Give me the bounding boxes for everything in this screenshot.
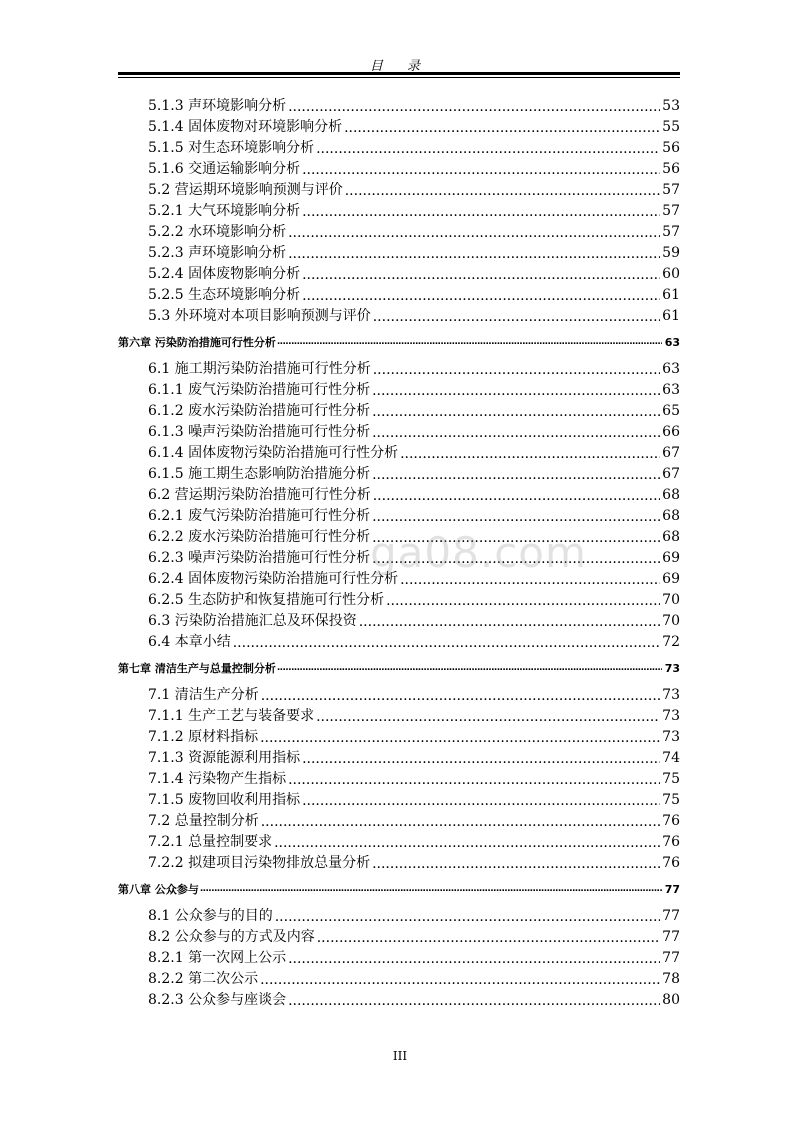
- toc-entry-label: 6.2.2 废水污染防治措施可行性分析: [148, 529, 371, 545]
- toc-entry[interactable]: [118, 422, 680, 443]
- toc-entry[interactable]: [118, 790, 680, 811]
- toc-dot-leader: [386, 590, 660, 611]
- toc-entry[interactable]: [118, 906, 680, 927]
- toc-entry-label: 6.1.1 废气污染防治措施可行性分析: [148, 382, 371, 398]
- toc-entry-page: 66: [662, 424, 680, 440]
- toc-dot-leader: [288, 222, 660, 243]
- toc-entry[interactable]: [118, 201, 680, 222]
- toc-dot-leader: [261, 811, 660, 832]
- toc-entry[interactable]: [118, 590, 680, 611]
- toc-dot-leader: [233, 632, 660, 653]
- table-of-contents: [118, 96, 680, 1011]
- toc-entry-label: 5.2.4 固体废物影响分析: [148, 266, 301, 282]
- toc-entry-page: 53: [662, 98, 680, 114]
- toc-entry-page: 57: [662, 203, 680, 219]
- toc-entry[interactable]: [118, 464, 680, 485]
- toc-entry[interactable]: [118, 380, 680, 401]
- toc-entry[interactable]: [118, 243, 680, 264]
- toc-entry-page: 69: [662, 550, 680, 566]
- toc-dot-leader: [274, 832, 660, 853]
- toc-entry-label: 8.1 公众参与的目的: [148, 908, 273, 924]
- toc-entry-label: 6.2.1 废气污染防治措施可行性分析: [148, 508, 371, 524]
- toc-entry-page: 72: [662, 634, 680, 650]
- toc-entry-label: 5.2.2 水环境影响分析: [148, 224, 287, 240]
- toc-entry[interactable]: [118, 306, 680, 327]
- toc-entry-page: 77: [662, 908, 680, 924]
- toc-entry-page: 73: [662, 729, 680, 745]
- watermark: ga08.com: [370, 528, 587, 577]
- toc-entry-page: 75: [662, 792, 680, 808]
- toc-dot-leader: [288, 96, 660, 117]
- toc-entry-label: 7.2 总量控制分析: [148, 813, 259, 829]
- toc-entry[interactable]: [118, 264, 680, 285]
- toc-dot-leader: [302, 748, 660, 769]
- toc-dot-leader: [345, 180, 660, 201]
- toc-entry-label: 7.2.2 拟建项目污染物排放总量分析: [148, 855, 371, 871]
- toc-dot-leader: [277, 655, 662, 683]
- toc-entry-page: 70: [662, 592, 680, 608]
- toc-dot-leader: [275, 906, 660, 927]
- toc-entry-label: 7.1.3 资源能源利用指标: [148, 750, 301, 766]
- toc-entry[interactable]: [118, 969, 680, 990]
- toc-entry[interactable]: [118, 359, 680, 380]
- toc-dot-leader: [372, 853, 660, 874]
- toc-dot-leader: [400, 569, 660, 590]
- toc-entry-label: 6.2.5 生态防护和恢复措施可行性分析: [148, 592, 385, 608]
- toc-dot-leader: [317, 927, 660, 948]
- toc-entry[interactable]: [118, 990, 680, 1011]
- toc-entry-page: 61: [662, 308, 680, 324]
- toc-entry-page: 56: [662, 161, 680, 177]
- toc-dot-leader: [302, 264, 660, 285]
- toc-entry-label: 8.2.3 公众参与座谈会: [148, 992, 287, 1008]
- toc-entry-label: 5.2 营运期环境影响预测与评价: [148, 182, 343, 198]
- toc-entry[interactable]: [118, 832, 680, 853]
- toc-entry-page: 76: [662, 855, 680, 871]
- toc-entry-label: 6.1.5 施工期生态影响防治措施分析: [148, 466, 371, 482]
- toc-entry[interactable]: [118, 769, 680, 790]
- toc-entry-label: 6.2.4 固体废物污染防治措施可行性分析: [148, 571, 399, 587]
- toc-dot-leader: [372, 422, 660, 443]
- toc-dot-leader: [316, 706, 660, 727]
- toc-entry-page: 73: [664, 662, 680, 675]
- toc-entry-page: 73: [662, 708, 680, 724]
- toc-entry-page: 76: [662, 834, 680, 850]
- toc-entry-label: 7.2.1 总量控制要求: [148, 834, 273, 850]
- toc-dot-leader: [260, 727, 660, 748]
- toc-entry-page: 74: [662, 750, 680, 766]
- toc-entry[interactable]: [118, 853, 680, 874]
- toc-entry[interactable]: [118, 548, 680, 569]
- toc-dot-leader: [373, 306, 660, 327]
- toc-entry[interactable]: [118, 285, 680, 306]
- toc-entry-page: 77: [662, 929, 680, 945]
- toc-entry[interactable]: [118, 632, 680, 653]
- toc-entry-label: 6.1 施工期污染防治措施可行性分析: [148, 361, 371, 377]
- toc-entry-label: 5.1.3 声环境影响分析: [148, 98, 287, 114]
- toc-entry-page: 63: [662, 382, 680, 398]
- toc-entry-label: 5.2.1 大气环境影响分析: [148, 203, 301, 219]
- toc-entry-label: 5.1.6 交通运输影响分析: [148, 161, 301, 177]
- toc-entry-label: 5.2.5 生态环境影响分析: [148, 287, 301, 303]
- toc-entry-label: 6.3 污染防治措施汇总及环保投资: [148, 613, 357, 629]
- toc-entry-page: 67: [662, 466, 680, 482]
- toc-entry[interactable]: [118, 748, 680, 769]
- toc-dot-leader: [302, 790, 660, 811]
- toc-entry-label: 8.2.1 第一次网上公示: [148, 950, 287, 966]
- toc-entry[interactable]: [118, 138, 680, 159]
- toc-dot-leader: [302, 159, 660, 180]
- toc-entry-label: 6.2 营运期污染防治措施可行性分析: [148, 487, 371, 503]
- toc-dot-leader: [302, 201, 660, 222]
- toc-entry-label: 7.1.2 原材料指标: [148, 729, 259, 745]
- toc-entry-label: 8.2 公众参与的方式及内容: [148, 929, 315, 945]
- toc-dot-leader: [372, 548, 660, 569]
- toc-dot-leader: [372, 506, 660, 527]
- toc-dot-leader: [400, 443, 660, 464]
- toc-entry[interactable]: [118, 443, 680, 464]
- toc-chapter-entry[interactable]: [118, 655, 680, 683]
- toc-dot-leader: [260, 969, 660, 990]
- toc-dot-leader: [373, 359, 660, 380]
- toc-entry-label: 8.2.2 第二次公示: [148, 971, 259, 987]
- toc-entry-page: 57: [662, 182, 680, 198]
- toc-entry-label: 5.3 外环境对本项目影响预测与评价: [148, 308, 371, 324]
- toc-entry-label: 7.1.1 生产工艺与装备要求: [148, 708, 315, 724]
- toc-entry-label: 第六章 污染防治措施可行性分析: [118, 336, 276, 349]
- toc-entry-page: 77: [664, 883, 680, 896]
- toc-dot-leader: [372, 527, 660, 548]
- toc-entry-page: 63: [664, 336, 680, 349]
- toc-entry-page: 80: [662, 992, 680, 1008]
- toc-entry[interactable]: [118, 948, 680, 969]
- toc-dot-leader: [302, 285, 660, 306]
- toc-entry[interactable]: [118, 927, 680, 948]
- toc-entry-label: 第八章 公众参与: [118, 883, 199, 896]
- toc-dot-leader: [373, 485, 660, 506]
- toc-dot-leader: [200, 876, 662, 904]
- toc-dot-leader: [316, 138, 660, 159]
- toc-entry-page: 68: [662, 487, 680, 503]
- toc-entry[interactable]: [118, 506, 680, 527]
- toc-entry-label: 5.1.4 固体废物对环境影响分析: [148, 119, 343, 135]
- toc-entry-label: 6.1.3 噪声污染防治措施可行性分析: [148, 424, 371, 440]
- toc-chapter-entry[interactable]: [118, 329, 680, 357]
- toc-dot-leader: [344, 117, 660, 138]
- header-rule-thick: [118, 72, 680, 75]
- toc-dot-leader: [372, 380, 660, 401]
- toc-entry[interactable]: [118, 180, 680, 201]
- toc-dot-leader: [261, 685, 660, 706]
- toc-entry-page: 68: [662, 508, 680, 524]
- toc-entry-label: 7.1.4 污染物产生指标: [148, 771, 287, 787]
- toc-entry-page: 57: [662, 224, 680, 240]
- toc-chapter-entry[interactable]: [118, 876, 680, 904]
- toc-entry-page: 63: [662, 361, 680, 377]
- toc-dot-leader: [288, 990, 660, 1011]
- toc-entry-page: 60: [662, 266, 680, 282]
- toc-entry-page: 77: [662, 950, 680, 966]
- toc-entry-label: 6.1.2 废水污染防治措施可行性分析: [148, 403, 371, 419]
- toc-dot-leader: [372, 464, 660, 485]
- toc-entry-page: 67: [662, 445, 680, 461]
- toc-entry-page: 55: [662, 119, 680, 135]
- toc-entry-label: 第七章 清洁生产与总量控制分析: [118, 662, 276, 675]
- toc-dot-leader: [372, 401, 660, 422]
- toc-entry-page: 68: [662, 529, 680, 545]
- toc-entry-page: 70: [662, 613, 680, 629]
- header-rule-thin: [118, 77, 680, 78]
- toc-entry-page: 69: [662, 571, 680, 587]
- toc-entry-page: 61: [662, 287, 680, 303]
- toc-entry[interactable]: [118, 611, 680, 632]
- toc-entry[interactable]: [118, 727, 680, 748]
- toc-entry-page: 75: [662, 771, 680, 787]
- toc-entry[interactable]: [118, 485, 680, 506]
- toc-entry[interactable]: [118, 96, 680, 117]
- toc-entry-label: 5.1.5 对生态环境影响分析: [148, 140, 315, 156]
- toc-dot-leader: [359, 611, 660, 632]
- toc-entry-label: 5.2.3 声环境影响分析: [148, 245, 287, 261]
- page-number: III: [392, 1049, 408, 1063]
- toc-entry-label: 6.2.3 噪声污染防治措施可行性分析: [148, 550, 371, 566]
- toc-entry[interactable]: [118, 811, 680, 832]
- toc-entry-page: 78: [662, 971, 680, 987]
- page-header-title: 目 录: [369, 59, 431, 74]
- toc-entry-label: 7.1 清洁生产分析: [148, 687, 259, 703]
- toc-entry[interactable]: [118, 685, 680, 706]
- toc-entry-page: 73: [662, 687, 680, 703]
- toc-entry[interactable]: [118, 222, 680, 243]
- toc-entry-label: 6.1.4 固体废物污染防治措施可行性分析: [148, 445, 399, 461]
- toc-entry[interactable]: [118, 706, 680, 727]
- toc-entry[interactable]: [118, 401, 680, 422]
- toc-entry-page: 59: [662, 245, 680, 261]
- toc-entry-page: 76: [662, 813, 680, 829]
- toc-entry[interactable]: [118, 569, 680, 590]
- toc-dot-leader: [277, 329, 662, 357]
- toc-entry-page: 65: [662, 403, 680, 419]
- toc-entry[interactable]: [118, 527, 680, 548]
- toc-entry[interactable]: [118, 159, 680, 180]
- toc-dot-leader: [288, 948, 660, 969]
- toc-entry-label: 7.1.5 废物回收利用指标: [148, 792, 301, 808]
- toc-dot-leader: [288, 243, 660, 264]
- toc-entry-label: 6.4 本章小结: [148, 634, 231, 650]
- toc-dot-leader: [288, 769, 660, 790]
- toc-entry-page: 56: [662, 140, 680, 156]
- toc-entry[interactable]: [118, 117, 680, 138]
